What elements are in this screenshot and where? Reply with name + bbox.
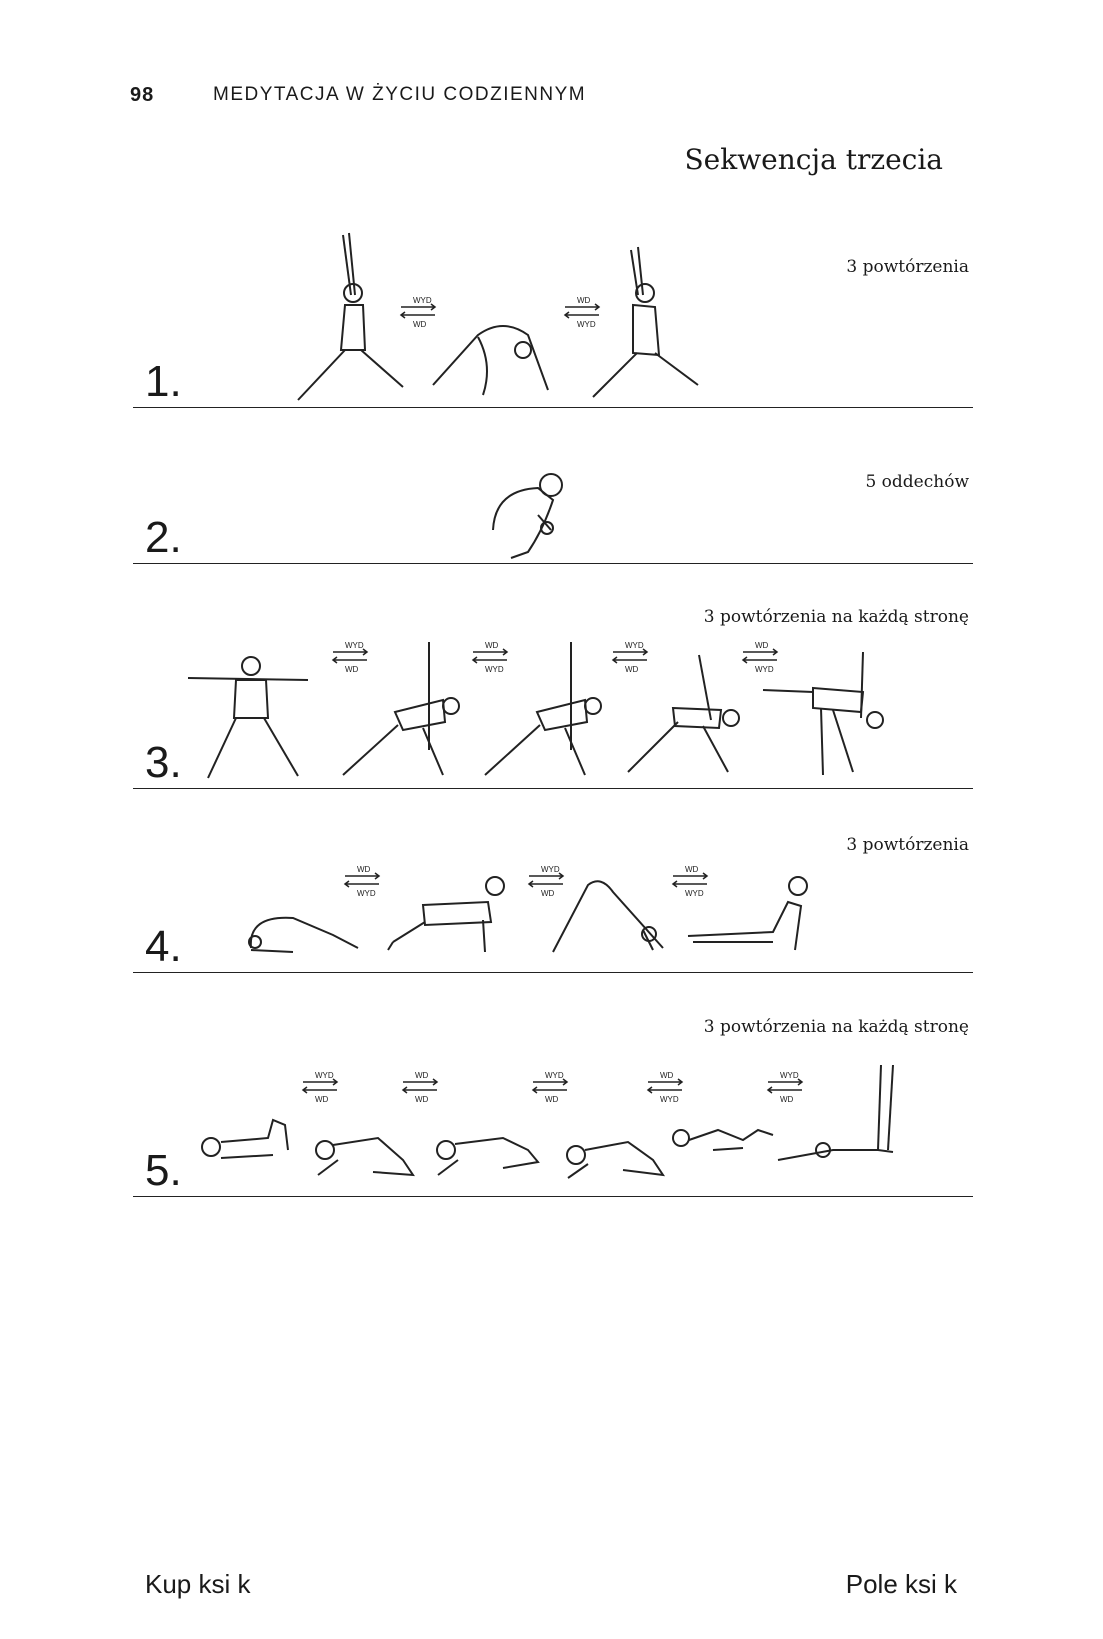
- row-divider: [133, 1196, 973, 1197]
- breath-label: WYD: [413, 296, 432, 305]
- breath-arrows: [673, 865, 707, 898]
- pose-figure: [437, 1138, 538, 1175]
- row-note: 3 powtórzenia na każdą stronę: [703, 1017, 969, 1037]
- row-note: 3 powtórzenia: [846, 835, 969, 855]
- breath-arrows: [529, 865, 563, 898]
- row-number: 1.: [145, 357, 182, 406]
- pose-figure: [763, 652, 883, 775]
- breath-label: WYD: [685, 889, 704, 898]
- page-number: 98: [130, 84, 155, 106]
- pose-figure: [628, 655, 739, 772]
- breath-arrows: [648, 1071, 682, 1104]
- pose-figures: [133, 1010, 973, 1197]
- breath-arrows: [613, 641, 647, 674]
- pose-figure: [553, 881, 663, 952]
- arrow-left: [333, 657, 367, 663]
- breath-label: WD: [625, 665, 639, 674]
- row-divider: [133, 788, 973, 789]
- row-divider: [133, 972, 973, 973]
- breath-label: WD: [577, 296, 591, 305]
- breath-arrows: [565, 296, 599, 329]
- breath-label: WYD: [780, 1071, 799, 1080]
- arrow-left: [473, 657, 507, 663]
- row-note: 5 oddechów: [865, 472, 969, 492]
- row-number: 4.: [145, 922, 182, 971]
- arrow-left: [768, 1087, 802, 1093]
- breath-label: WD: [755, 641, 769, 650]
- breath-label: WD: [413, 320, 427, 329]
- arrow-left: [613, 657, 647, 663]
- breath-label: WD: [315, 1095, 329, 1104]
- pose-figure: [316, 1138, 413, 1175]
- pose-figure: [493, 474, 562, 558]
- breath-label: WYD: [357, 889, 376, 898]
- breath-label: WD: [415, 1071, 429, 1080]
- arrow-left: [533, 1087, 567, 1093]
- row-note: 3 powtórzenia: [846, 257, 969, 277]
- breath-label: WD: [541, 889, 555, 898]
- breath-arrows: [333, 641, 367, 674]
- breath-label: WYD: [485, 665, 504, 674]
- arrow-left: [345, 881, 379, 887]
- breath-label: WYD: [545, 1071, 564, 1080]
- footer-recommend-link[interactable]: Pole ksi k: [845, 1569, 957, 1599]
- row-4: [133, 830, 973, 973]
- arrow-left: [403, 1087, 437, 1093]
- arrow-left: [303, 1087, 337, 1093]
- breath-label: WYD: [345, 641, 364, 650]
- arrow-left: [673, 881, 707, 887]
- breath-label: WYD: [625, 641, 644, 650]
- arrow-left: [529, 881, 563, 887]
- pose-figures: [133, 225, 973, 408]
- breath-label: WD: [357, 865, 371, 874]
- arrow-left: [648, 1087, 682, 1093]
- row-2: [133, 460, 973, 564]
- breath-arrows: [768, 1071, 802, 1104]
- breath-label: WYD: [577, 320, 596, 329]
- pose-figure: [673, 1130, 773, 1150]
- breath-label: WD: [685, 865, 699, 874]
- breath-arrows: [345, 865, 379, 898]
- breath-arrows: [743, 641, 777, 674]
- breath-arrows: [473, 641, 507, 674]
- breath-arrows: [303, 1071, 337, 1104]
- breath-label: WD: [415, 1095, 429, 1104]
- row-divider: [133, 407, 973, 408]
- pose-figure: [593, 247, 698, 397]
- breath-label: WD: [345, 665, 359, 674]
- footer-buy-link[interactable]: Kup ksi k: [145, 1569, 251, 1599]
- breath-label: WD: [485, 641, 499, 650]
- breath-arrows: [533, 1071, 567, 1104]
- breath-label: WYD: [755, 665, 774, 674]
- pose-figure: [298, 233, 403, 400]
- breath-label: WD: [545, 1095, 559, 1104]
- pose-figure: [249, 918, 358, 952]
- breath-label: WYD: [541, 865, 560, 874]
- breath-label: WD: [660, 1071, 674, 1080]
- row-number: 5.: [145, 1146, 182, 1195]
- pose-figures: [133, 830, 973, 973]
- pose-figure: [485, 642, 601, 775]
- row-number: 3.: [145, 738, 182, 787]
- row-3: [133, 600, 973, 789]
- pose-figure: [202, 1120, 288, 1158]
- breath-label: WYD: [315, 1071, 334, 1080]
- row-note: 3 powtórzenia na każdą stronę: [703, 607, 969, 627]
- pose-figure: [688, 877, 807, 950]
- pose-figures: [133, 460, 973, 564]
- pose-figure: [433, 326, 548, 395]
- row-5: [133, 1010, 973, 1197]
- row-divider: [133, 563, 973, 564]
- pose-figure: [567, 1142, 663, 1178]
- pose-figure: [343, 642, 459, 775]
- arrow-left: [565, 312, 599, 318]
- arrow-left: [743, 657, 777, 663]
- pose-figures: [133, 600, 973, 789]
- sequence-title: Sekwencja trzecia: [684, 143, 943, 176]
- running-title: MEDYTACJA W ŻYCIU CODZIENNYM: [213, 84, 587, 105]
- breath-label: WYD: [660, 1095, 679, 1104]
- pose-figure: [388, 877, 504, 952]
- breath-label: WD: [780, 1095, 794, 1104]
- breath-arrows: [401, 296, 435, 329]
- row-1: [133, 225, 973, 408]
- pose-figure: [188, 657, 308, 778]
- row-number: 2.: [145, 513, 182, 562]
- arrow-left: [401, 312, 435, 318]
- breath-arrows: [403, 1071, 437, 1104]
